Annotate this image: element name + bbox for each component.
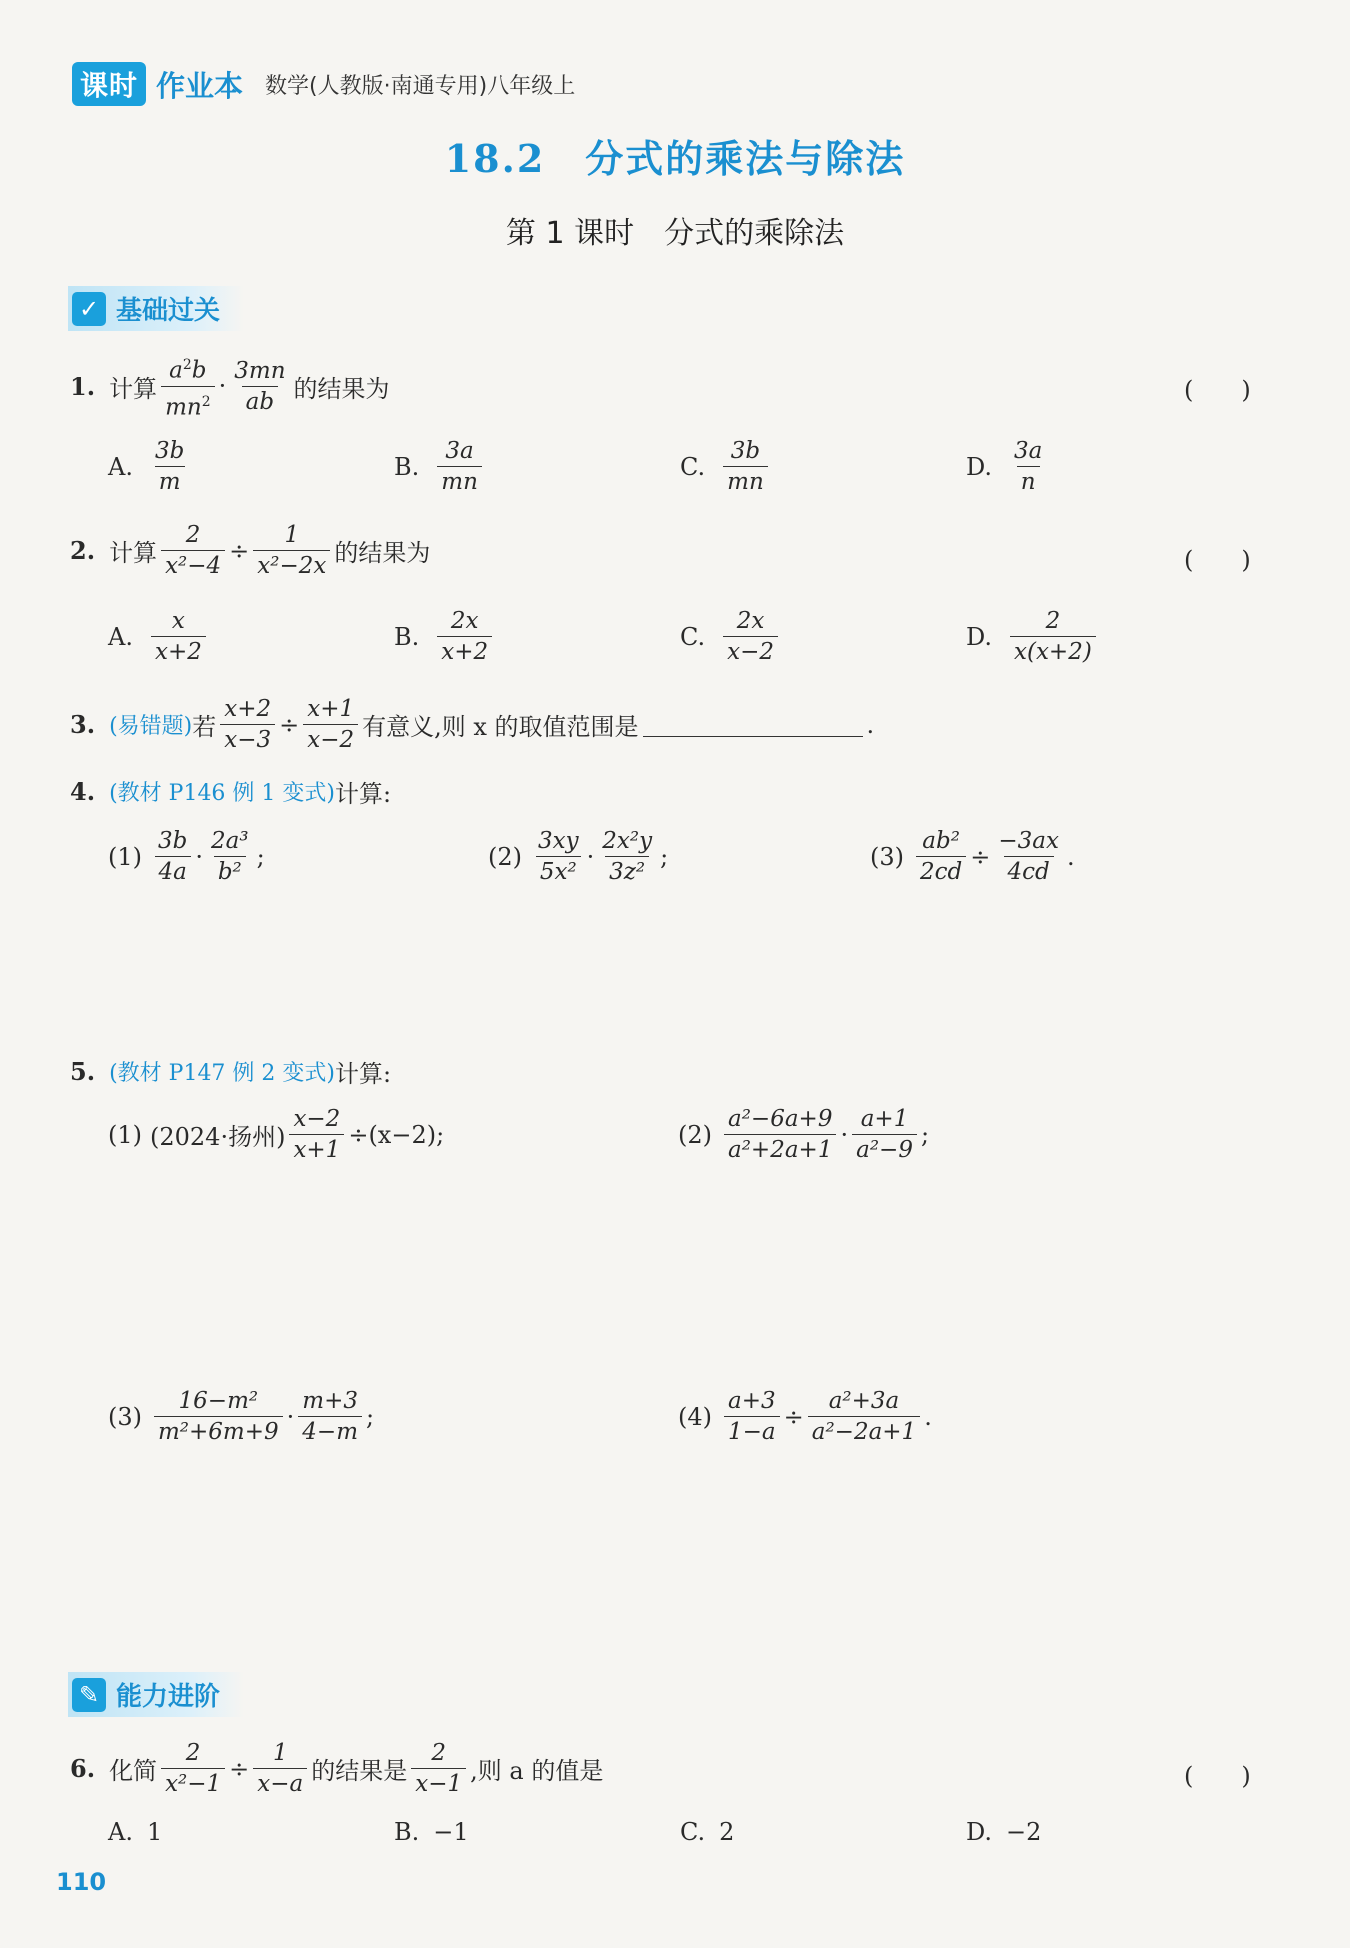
book-subtitle: 数学(人教版·南通专用)八年级上 xyxy=(265,73,576,99)
answer-blank[interactable] xyxy=(643,712,863,737)
brand-name: 作业本 xyxy=(156,68,244,103)
question-5: 5. (教材 P147 例 2 变式) 计算: xyxy=(70,1057,392,1088)
q5-part-3: (3) $\frac{\text{16−m²}}{\text{m²+6m+9}}$ · $\frac{m+3}{4-m}$ ; xyxy=(108,1388,375,1445)
pencil-icon: ✎ xyxy=(72,1678,106,1712)
option-d: D. $\frac{2}{x(x+2)}$ xyxy=(966,606,1100,667)
answer-paren: ( ) xyxy=(1184,1762,1251,1790)
option-d: D. −2 xyxy=(966,1818,1042,1846)
question-3: 3. (易错题) 若 $\frac{x+2}{x-3}$ ÷ $\frac{x+1}{x-2}$ 有意义,则 x 的取值范围是 . xyxy=(70,696,875,753)
brand-header xyxy=(72,62,575,106)
q5-part-4: (4) $\frac{a+3}{1-a}$ ÷ $\frac{\text{a²+3a}}{\text{a²−2a+1}}$ . xyxy=(678,1388,932,1445)
question-1 xyxy=(70,350,390,422)
section-band-advanced xyxy=(68,1672,244,1717)
option-a: A. $\frac{3b}{m}$ xyxy=(108,438,185,495)
option-c: C. $\frac{2x}{x-2}$ xyxy=(680,606,782,667)
option-a: A. $\frac{x}{x+2}$ xyxy=(108,606,210,667)
option-b: B. −1 xyxy=(394,1818,469,1846)
lesson-title: 第 1 课时 分式的乘除法 xyxy=(505,216,845,251)
section-band-basic xyxy=(68,286,244,331)
question-tag: (易错题) xyxy=(109,714,193,739)
operator: · xyxy=(218,372,227,401)
brand-logo: 课时 xyxy=(72,62,146,106)
band-label: 基础过关 xyxy=(116,296,221,326)
q4-part-2: (2) $\frac{3xy}{\text{5x²}}$ · $\frac{\text{2x²y}}{\text{3z²}}$ ; xyxy=(488,828,669,885)
question-2: 2. 计算 $\frac{2}{\text{x²−4}}$ ÷ $\frac{1}{\text{x²−2x}}$ 的结果为 xyxy=(70,522,431,579)
option-a: A. 1 xyxy=(108,1818,163,1846)
question-number: 1. xyxy=(70,371,96,401)
option-b: B. $\frac{3a}{mn}$ xyxy=(394,436,486,497)
fraction: $\frac{a^2b}{mn^2}$ xyxy=(161,350,215,422)
option-b: B. $\frac{2x}{x+2}$ xyxy=(394,606,496,667)
question-6: 6. 化简 $\frac{2}{\text{x²−1}}$ ÷ $\frac{1}{x-a}$ 的结果是 $\frac{2}{x-1}$ ,则 a 的值是 xyxy=(70,1740,604,1797)
q5-part-1: (1) (2024·扬州) $\frac{x-2}{x+1}$ ÷(x−2); xyxy=(108,1106,445,1163)
option-c: C. $\frac{3b}{mn}$ xyxy=(680,436,772,497)
band-label: 能力进阶 xyxy=(116,1682,221,1712)
option-d: D. $\frac{3a}{n}$ xyxy=(966,438,1043,495)
answer-paren: ( ) xyxy=(1184,546,1251,574)
q5-part-2: (2) $\frac{\text{a²−6a+9}}{\text{a²+2a+1}}$ · $\frac{a+1}{\text{a²−9}}$ ; xyxy=(678,1106,930,1163)
section-title: 18.2 分式的乘法与除法 xyxy=(444,136,906,181)
option-c: C. 2 xyxy=(680,1818,735,1846)
page-number: 110 xyxy=(56,1868,107,1896)
q4-part-1: (1) $\frac{3b}{4a}$ · $\frac{\text{2a³}}{\text{b²}}$ ; xyxy=(108,828,265,885)
question-prefix: 计算 xyxy=(109,374,158,403)
q4-part-3: (3) $\frac{\text{ab²}}{2cd}$ ÷ $\frac{-3ax}{4cd}$ . xyxy=(870,828,1075,885)
fraction: $\frac{3mn}{ab}$ xyxy=(234,357,286,415)
checkbox-icon: ✓ xyxy=(72,292,106,326)
answer-paren: ( ) xyxy=(1184,376,1251,404)
question-suffix: 的结果为 xyxy=(293,374,390,403)
question-4: 4. (教材 P146 例 1 变式) 计算: xyxy=(70,777,392,808)
